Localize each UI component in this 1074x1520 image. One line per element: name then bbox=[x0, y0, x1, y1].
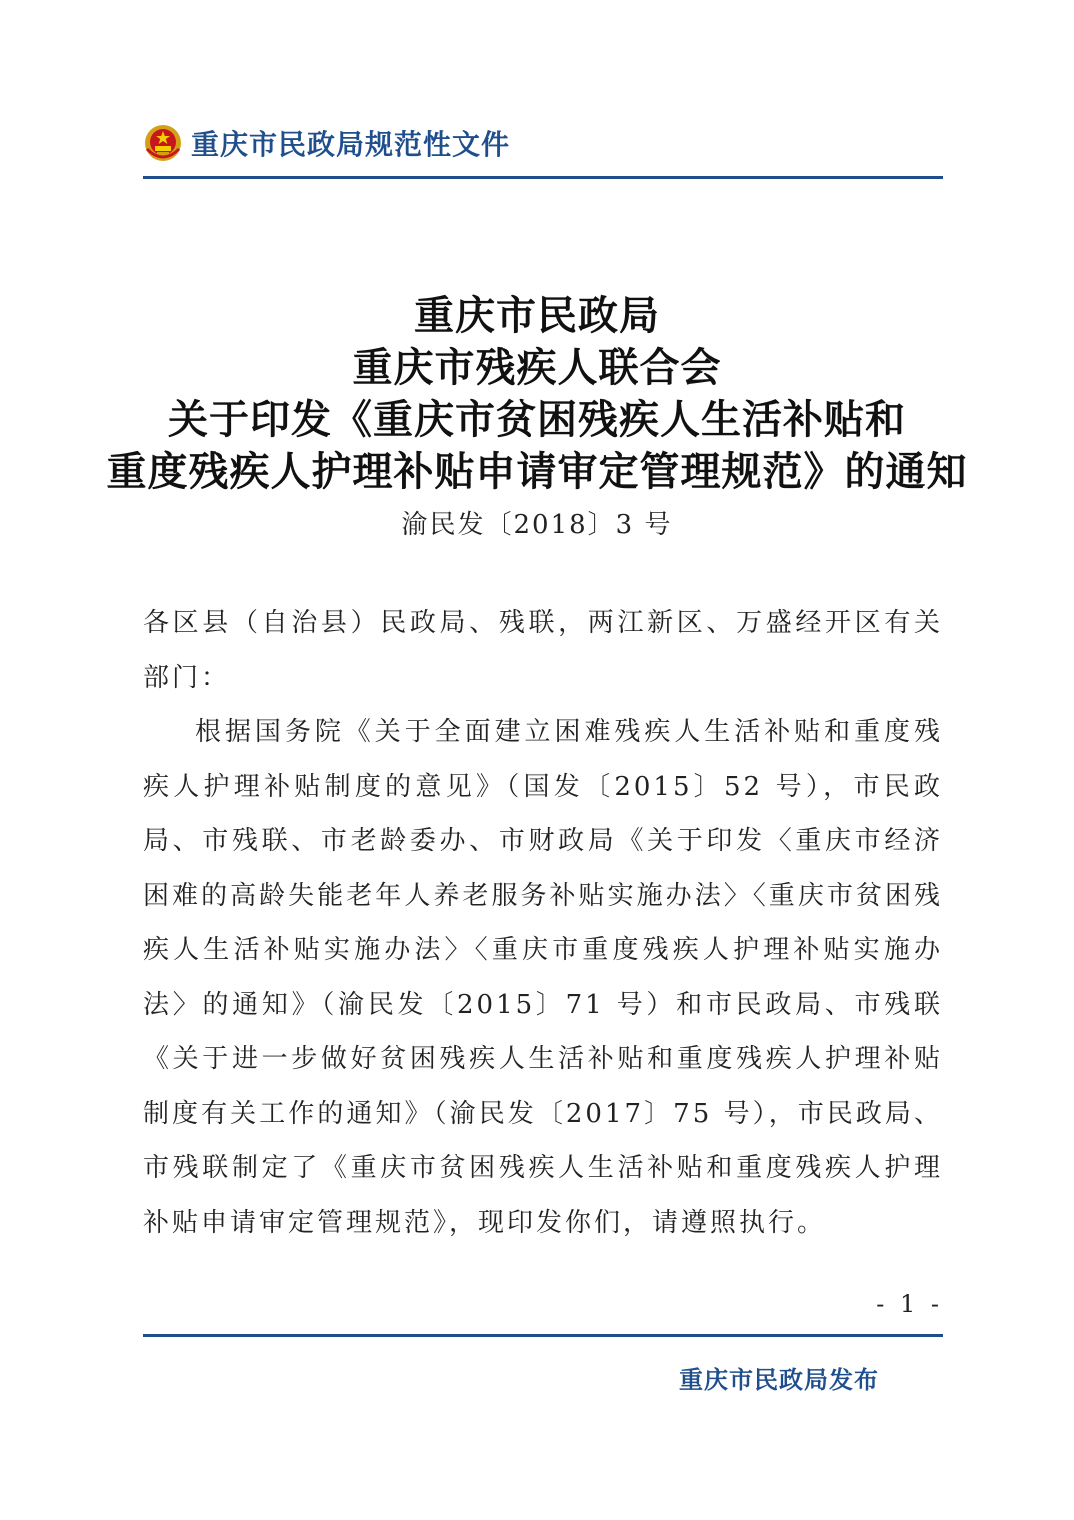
document-header bbox=[143, 118, 510, 168]
document-number: 渝民发〔2018〕3 号 bbox=[401, 510, 673, 540]
footer-divider bbox=[143, 1334, 943, 1337]
salutation: 各区县（自治县）民政局、残联，两江新区、万盛经开区有关部门： bbox=[143, 608, 943, 693]
document-body bbox=[143, 596, 943, 1250]
body-paragraph: 根据国务院《关于全面建立困难残疾人生活补贴和重度残疾人护理补贴制度的意见》（国发〔2015〕52 号），市民政局、市残联、市老龄委办、市财政局《关于印发〈重庆市经济困难的高龄失能老年人养老服务补贴实施办法〉〈重庆市贫困残疾人生活补贴实施办法〉〈重庆市重度残疾人护理补贴实施办法〉的通知》（渝民发〔2015〕71 号）和市民政局、市残联《关于进一步做好贫困残疾人生活补贴和重度残疾人护理补贴制度有关工作的通知》（渝民发〔2017〕75 号），市民政局、市残联制定了《重庆市贫困残疾人生活补贴和重度残疾人护理补贴申请审定管理规范》，现印发你们，请遵照执行。 bbox=[143, 717, 943, 1238]
page-number: - 1 - bbox=[876, 1290, 943, 1318]
header-divider bbox=[143, 176, 943, 179]
document-title bbox=[0, 290, 1074, 541]
title-line-4: 重度残疾人护理补贴申请审定管理规范》的通知 bbox=[106, 448, 968, 495]
header-title: 重庆市民政局规范性文件 bbox=[191, 128, 511, 161]
title-line-2: 重庆市残疾人联合会 bbox=[352, 344, 722, 391]
footer-publisher: 重庆市民政局发布 bbox=[679, 1366, 879, 1394]
national-emblem-icon bbox=[143, 123, 183, 163]
title-line-3: 关于印发《重庆市贫困残疾人生活补贴和 bbox=[168, 396, 906, 443]
title-line-1: 重庆市民政局 bbox=[414, 292, 660, 339]
